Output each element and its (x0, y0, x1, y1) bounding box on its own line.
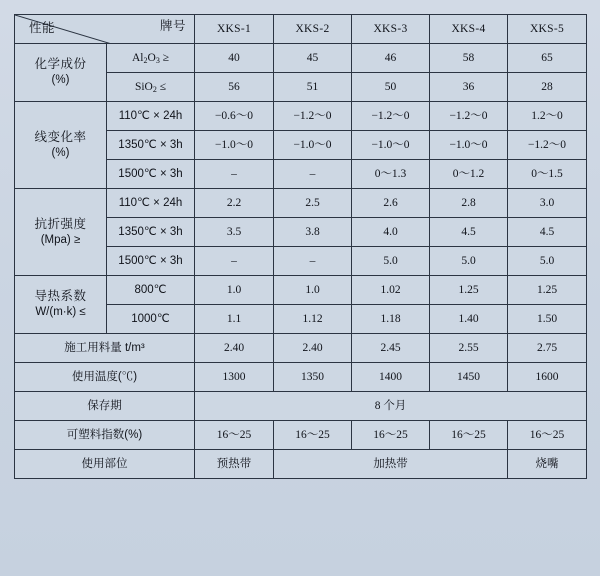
row-label-application-zone: 使用部位 (15, 450, 195, 479)
cell-value: −1.0～0 (195, 131, 274, 160)
cell-value: −1.2～0 (274, 102, 352, 131)
group-name: 导热系数 (34, 289, 87, 304)
cell-value: 58 (430, 44, 508, 73)
row-label: 1000℃ (107, 305, 195, 334)
cell-value: 56 (195, 73, 274, 102)
table-row (15, 276, 587, 305)
specification-table (14, 14, 587, 479)
cell-value: 2.75 (508, 334, 587, 363)
cell-value: 51 (274, 73, 352, 102)
group-unit: W/(m·k) ≤ (35, 306, 86, 319)
cell-value: 1.18 (352, 305, 430, 334)
cell-value: 40 (195, 44, 274, 73)
cell-value: 16～25 (274, 421, 352, 450)
cell-value: 1.50 (508, 305, 587, 334)
cell-value-zone-1: 预热带 (195, 450, 274, 479)
row-label: 1500℃ × 3h (107, 247, 195, 276)
cell-value: 1.02 (352, 276, 430, 305)
cell-value: – (195, 247, 274, 276)
table-row (15, 44, 587, 73)
cell-value: −1.2～0 (352, 102, 430, 131)
cell-value: 16～25 (195, 421, 274, 450)
cell-value: 4.5 (430, 218, 508, 247)
cell-value: 3.8 (274, 218, 352, 247)
group-label-chemical (15, 44, 107, 102)
cell-value: 1.40 (430, 305, 508, 334)
product-header-1: XKS-1 (195, 15, 274, 44)
table-row (15, 421, 587, 450)
table-row (15, 450, 587, 479)
cell-value: −1.0～0 (352, 131, 430, 160)
group-name: 抗折强度 (34, 216, 87, 231)
row-label: SiO$_2$ ≤ (107, 73, 195, 102)
cell-value: 50 (352, 73, 430, 102)
cell-value: 1300 (195, 363, 274, 392)
cell-value: 1.1 (195, 305, 274, 334)
cell-value: 1.25 (430, 276, 508, 305)
cell-value: 2.40 (274, 334, 352, 363)
cell-value: 2.6 (352, 189, 430, 218)
cell-value: −1.2～0 (430, 102, 508, 131)
cell-value: 5.0 (430, 247, 508, 276)
row-label: 1500℃ × 3h (107, 160, 195, 189)
cell-value: 36 (430, 73, 508, 102)
cell-value: −1.0～0 (430, 131, 508, 160)
cell-value: 2.8 (430, 189, 508, 218)
cell-value: 16～25 (430, 421, 508, 450)
row-label: $Al_2O_3$ ≥ (107, 44, 195, 73)
row-label: 800℃ (107, 276, 195, 305)
cell-value: – (274, 247, 352, 276)
group-name: 化学成份 (34, 57, 87, 72)
product-header-5: XKS-5 (508, 15, 587, 44)
row-label: 1350℃ × 3h (107, 131, 195, 160)
group-unit: (Mpa) ≥ (40, 233, 81, 246)
row-label-plasticity-index: 可塑料指数(%) (15, 421, 195, 450)
row-label-material-usage: 施工用料量 t/m³ (15, 334, 195, 363)
corner-header-cell (15, 15, 195, 44)
cell-value: −1.0～0 (274, 131, 352, 160)
cell-value: – (195, 160, 274, 189)
row-label: 1350℃ × 3h (107, 218, 195, 247)
product-header-3: XKS-3 (352, 15, 430, 44)
row-header-label: 性能 (29, 21, 56, 36)
group-name: 线变化率 (34, 129, 87, 144)
cell-value: 28 (508, 73, 587, 102)
table-row (15, 189, 587, 218)
cell-value: 45 (274, 44, 352, 73)
cell-value: 2.40 (195, 334, 274, 363)
cell-value: 16～25 (508, 421, 587, 450)
cell-value: 46 (352, 44, 430, 73)
group-unit: (%) (51, 74, 70, 87)
cell-value: 2.55 (430, 334, 508, 363)
product-header-2: XKS-2 (274, 15, 352, 44)
cell-value-zone-2: 加热带 (274, 450, 508, 479)
cell-value: 4.5 (508, 218, 587, 247)
cell-value: 1350 (274, 363, 352, 392)
cell-value: −0.6～0 (195, 102, 274, 131)
cell-value: 1.0 (195, 276, 274, 305)
table-header-row (15, 15, 587, 44)
cell-value: 16～25 (352, 421, 430, 450)
cell-value: 3.0 (508, 189, 587, 218)
cell-value: 0～1.2 (430, 160, 508, 189)
cell-value: 2.2 (195, 189, 274, 218)
cell-value: 4.0 (352, 218, 430, 247)
product-header-4: XKS-4 (430, 15, 508, 44)
cell-value: 1450 (430, 363, 508, 392)
cell-value: 1600 (508, 363, 587, 392)
cell-value: 0～1.3 (352, 160, 430, 189)
cell-value: 0～1.5 (508, 160, 587, 189)
cell-value-zone-3: 烧嘴 (508, 450, 587, 479)
cell-value: – (274, 160, 352, 189)
cell-value: 3.5 (195, 218, 274, 247)
table-row (15, 334, 587, 363)
cell-value: 2.5 (274, 189, 352, 218)
table-row (15, 102, 587, 131)
cell-value: −1.2～0 (508, 131, 587, 160)
cell-value: 1400 (352, 363, 430, 392)
group-label-linear-change (15, 102, 107, 189)
column-header-label: 牌号 (159, 19, 186, 33)
row-label: 110℃ × 24h (107, 102, 195, 131)
cell-value: 2.45 (352, 334, 430, 363)
cell-value: 1.25 (508, 276, 587, 305)
group-unit: (%) (51, 146, 70, 159)
group-label-flexural-strength (15, 189, 107, 276)
group-label-thermal-conductivity (15, 276, 107, 334)
row-label-shelf-life: 保存期 (15, 392, 195, 421)
cell-value: 5.0 (508, 247, 587, 276)
row-label: 110℃ × 24h (107, 189, 195, 218)
cell-value: 5.0 (352, 247, 430, 276)
cell-value: 1.2～0 (508, 102, 587, 131)
cell-value: 65 (508, 44, 587, 73)
row-label-service-temperature: 使用温度(℃) (15, 363, 195, 392)
cell-value-shelf-life: 8 个月 (195, 392, 587, 421)
cell-value: 1.0 (274, 276, 352, 305)
table-row (15, 363, 587, 392)
cell-value: 1.12 (274, 305, 352, 334)
table-row (15, 392, 587, 421)
